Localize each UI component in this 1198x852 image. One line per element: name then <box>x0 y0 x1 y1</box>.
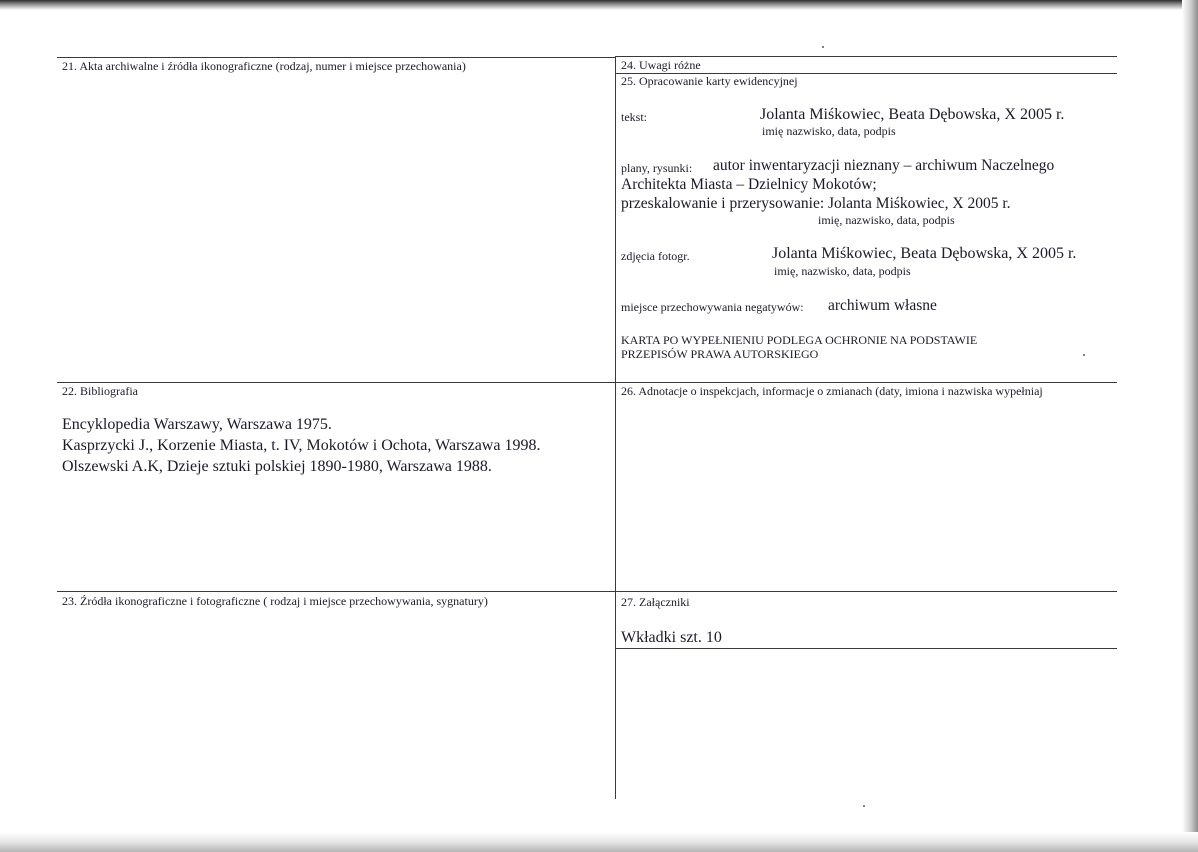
attachments-value: Wkładki szt. 10 <box>621 629 722 646</box>
section-22-heading: 22. Bibliografia <box>62 384 138 398</box>
negatywy-label: miejsce przechowywania negatywów: <box>621 300 804 314</box>
scan-speck <box>863 805 865 807</box>
center-divider <box>615 56 616 799</box>
zdjecia-caption: imię, nazwisko, data, podpis <box>774 264 911 278</box>
copyright-notice-line-2: PRZEPISÓW PRAWA AUTORSKIEGO <box>621 347 819 361</box>
section-23-heading: 23. Źródła ikonograficzne i fotograficzne ( rodzaj i miejsce przechowywania, sygnatury) <box>62 594 488 608</box>
tekst-value: Jolanta Miśkowiec, Beata Dębowska, X 2005 r. <box>760 106 1065 123</box>
negatywy-value: archiwum własne <box>828 297 937 314</box>
section-24-heading: 24. Uwagi różne <box>621 58 701 72</box>
rule-22-23 <box>57 591 1117 592</box>
tekst-label: tekst: <box>621 110 647 124</box>
plany-caption: imię, nazwisko, data, podpis <box>818 213 955 227</box>
rule-21-22 <box>57 382 1117 383</box>
bibliography-entry-3: Olszewski A.K, Dzieje sztuki polskiej 1890-1980, Warszawa 1988. <box>62 458 492 475</box>
plany-line-2: Architekta Miasta – Dzielnicy Mokotów; <box>621 176 877 193</box>
plany-line-3: przeskalowanie i przerysowanie: Jolanta Miśkowiec, X 2005 r. <box>621 195 1011 212</box>
bibliography-entry-1: Encyklopedia Warszawy, Warszawa 1975. <box>62 416 332 433</box>
top-rule-left <box>57 57 615 58</box>
section-27-heading: 27. Załączniki <box>621 595 690 609</box>
scan-edge-right <box>1182 0 1198 852</box>
scan-edge-bottom <box>0 832 1198 852</box>
plany-line-1: autor inwentaryzacji nieznany – archiwum Naczelnego <box>713 157 1055 174</box>
section-21-heading: 21. Akta archiwalne i źródła ikonograficzne (rodzaj, numer i miejsce przechowania) <box>62 59 466 73</box>
zdjecia-label: zdjęcia fotogr. <box>621 249 690 263</box>
top-rule-right <box>615 56 1117 57</box>
scan-speck <box>822 46 824 48</box>
tekst-caption: imię nazwisko, data, podpis <box>762 124 896 138</box>
plany-label: plany, rysunki: <box>621 161 693 175</box>
zdjecia-value: Jolanta Miśkowiec, Beata Dębowska, X 2005 r. <box>772 245 1077 262</box>
section-25-heading: 25. Opracowanie karty ewidencyjnej <box>621 74 798 88</box>
scan-speck <box>1083 354 1085 356</box>
section-26-heading: 26. Adnotacje o inspekcjach, informacje o zmianach (daty, imiona i nazwiska wypełniaj <box>621 384 1043 398</box>
bibliography-entry-2: Kasprzycki J., Korzenie Miasta, t. IV, Mokotów i Ochota, Warszawa 1998. <box>62 437 541 454</box>
copyright-notice-line-1: KARTA PO WYPEŁNIENIU PODLEGA OCHRONIE NA PODSTAWIE <box>621 333 978 347</box>
rule-27-value <box>615 648 1117 649</box>
scan-edge-top <box>0 0 1198 10</box>
